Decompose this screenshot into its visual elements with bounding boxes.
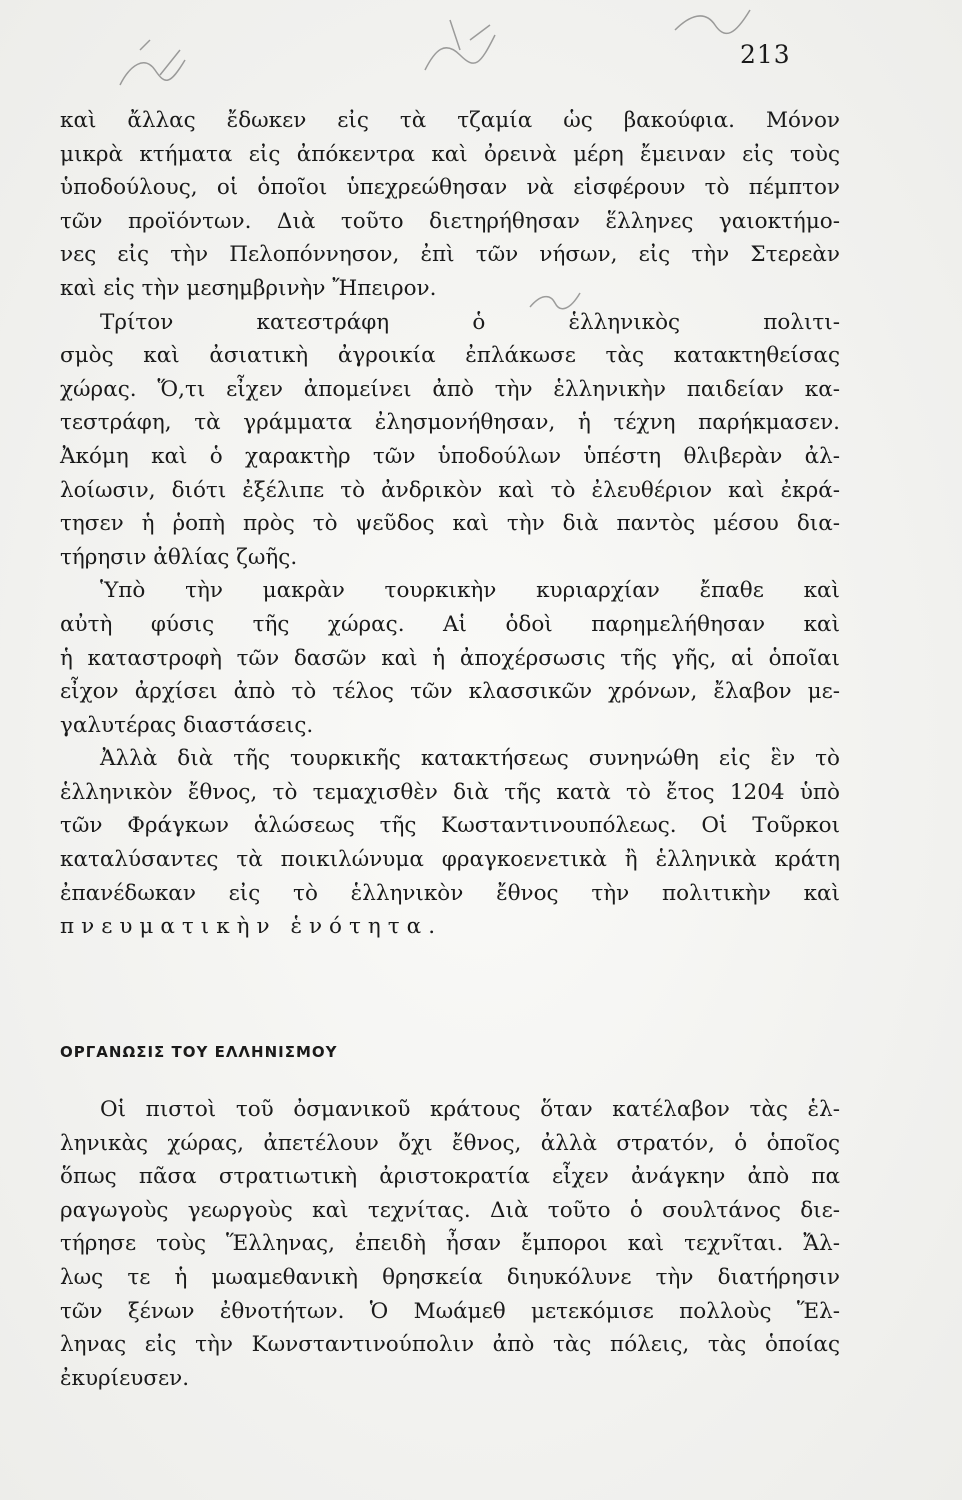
- text-line: καταλύσαντες τὰ ποικιλώνυμα φραγκοενετικὰ ἢ ἑλληνικὰ κράτη: [60, 847, 840, 873]
- text-line: Τρίτον κατεστράφη ὁ ἑλληνικὸς πολιτι-: [100, 309, 840, 335]
- text-line: καὶ ἄλλας ἔδωκεν εἰς τὰ τζαμία ὡς βακούφια. Μόνον: [60, 108, 840, 133]
- text-line: τῶν ξένων ἐθνοτήτων. Ὁ Μωάμεθ μετεκόμισε πολλοὺς Ἕλ-: [60, 1298, 840, 1324]
- handwritten-scribble-left: [110, 30, 200, 100]
- text-line: εἶχον ἀρχίσει ἀπὸ τὸ τέλος τῶν κλασσικῶν χρόνων, ἔλαβον με-: [60, 679, 840, 705]
- text-line: ἐπανέδωκαν εἰς τὸ ἑλληνικὸν ἔθνος τὴν πολιτικὴν καὶ: [60, 880, 840, 906]
- text-line: τεστράφη, τὰ γράμματα ἐλησμονήθησαν, ἡ τέχνη παρήκμασεν.: [60, 410, 840, 436]
- text-line: ληνας εἰς τὴν Κωνσταντινούπολιν ἀπὸ τὰς πόλεις, τὰς ὁποίας: [60, 1332, 840, 1358]
- text-line: τῶν προϊόντων. Διὰ τοῦτο διετηρήθησαν ἕλληνες γαιοκτήμο-: [60, 208, 840, 234]
- text-line: ληνικὰς χώρας, ἀπετέλουν ὄχι ἔθνος, ἀλλὰ στρατόν, ὁ ὁποῖος: [60, 1130, 840, 1156]
- text-line: Ἀλλὰ διὰ τῆς τουρκικῆς κατακτήσεως συνηνώθη εἰς ἓν τὸ: [100, 746, 840, 772]
- text-line: ὅπως πᾶσα στρατιωτικὴ ἀριστοκρατία εἶχεν ἀνάγκην ἀπὸ πα: [60, 1164, 840, 1190]
- text-line: Οἱ πιστοὶ τοῦ ὀσμανικοῦ κράτους ὅταν κατέλαβον τὰς ἑλ-: [100, 1097, 840, 1122]
- text-line: σμὸς καὶ ἀσιατικὴ ἀγροικία ἐπλάκωσε τὰς κατακτηθείσας: [60, 343, 840, 369]
- text-line: καὶ εἰς τὴν μεσημβρινὴν Ἤπειρον.: [60, 275, 437, 301]
- text-line: Ὑπὸ τὴν μακρὰν τουρκικὴν κυριαρχίαν ἔπαθε καὶ: [100, 578, 840, 604]
- handwritten-scribble-right: [665, 0, 755, 40]
- text-line: νες εἰς τὴν Πελοπόννησον, ἐπὶ τῶν νήσων, εἰς τὴν Στερεὰν: [60, 242, 840, 268]
- text-line: τησεν ἡ ῥοπὴ πρὸς τὸ ψεῦδος καὶ τὴν διὰ παντὸς μέσου δια-: [60, 511, 840, 537]
- text-line: λως τε ἡ μωαμεθανικὴ θρησκεία διηυκόλυνε τὴν διατήρησιν: [60, 1264, 840, 1290]
- text-line: τήρησιν ἀθλίας ζωῆς.: [60, 544, 298, 570]
- text-line: ὑποδούλους, οἱ ὁποῖοι ὑπεχρεώθησαν νὰ εἰσφέρουν τὸ πέμπτον: [60, 175, 840, 201]
- text-line: Ἀκόμη καὶ ὁ χαρακτὴρ τῶν ὑποδούλων ὑπέστη θλιβερὰν ἀλ-: [60, 443, 840, 469]
- text-line: τῶν Φράγκων ἁλώσεως τῆς Κωσταντινουπόλεως. Οἱ Τοῦρκοι: [60, 813, 840, 839]
- handwritten-scribble-center: [415, 10, 505, 90]
- body-text-part2: [60, 1093, 840, 1395]
- text-line: ἡ καταστροφὴ τῶν δασῶν καὶ ἡ ἀποχέρσωσις τῆς γῆς, αἱ ὁποῖαι: [60, 645, 840, 671]
- text-line: χώρας. Ὅ,τι εἶχεν ἀπομείνει ἀπὸ τὴν ἑλληνικὴν παιδείαν κα-: [60, 376, 840, 402]
- text-line: ἐκυρίευσεν.: [60, 1365, 190, 1391]
- text-line: αὐτὴ φύσις τῆς χώρας. Αἱ ὁδοὶ παρημελήθησαν καὶ: [60, 611, 840, 637]
- text-line: μικρὰ κτήματα εἰς ἀπόκεντρα καὶ ὀρεινὰ μέρη ἔμειναν εἰς τοὺς: [60, 141, 840, 167]
- page-number: 213: [740, 40, 791, 69]
- body-text-part1: [60, 104, 840, 944]
- text-line: λοίωσιν, διότι ἐξέλιπε τὸ ἀνδρικὸν καὶ τὸ ἐλευθέριον καὶ ἐκρά-: [60, 477, 840, 503]
- text-line: ἑλληνικὸν ἔθνος, τὸ τεμαχισθὲν διὰ τῆς κατὰ τὸ ἔτος 1204 ὑπὸ: [60, 779, 840, 805]
- section-heading: ΟΡΓΑΝΩΣΙΣ ΤΟΥ ΕΛΛΗΝΙΣΜΟΥ: [60, 1043, 338, 1061]
- text-line: γαλυτέρας διαστάσεις.: [60, 712, 314, 738]
- text-line: ραγωγοὺς γεωργοὺς καὶ τεχνίτας. Διὰ τοῦτο ὁ σουλτάνος διε-: [60, 1197, 840, 1223]
- text-line: πνευματικὴν ἑνότητα.: [60, 914, 443, 940]
- text-line: τήρησε τοὺς Ἕλληνας, ἐπειδὴ ἦσαν ἔμποροι καὶ τεχνῖται. Ἄλ-: [60, 1231, 840, 1257]
